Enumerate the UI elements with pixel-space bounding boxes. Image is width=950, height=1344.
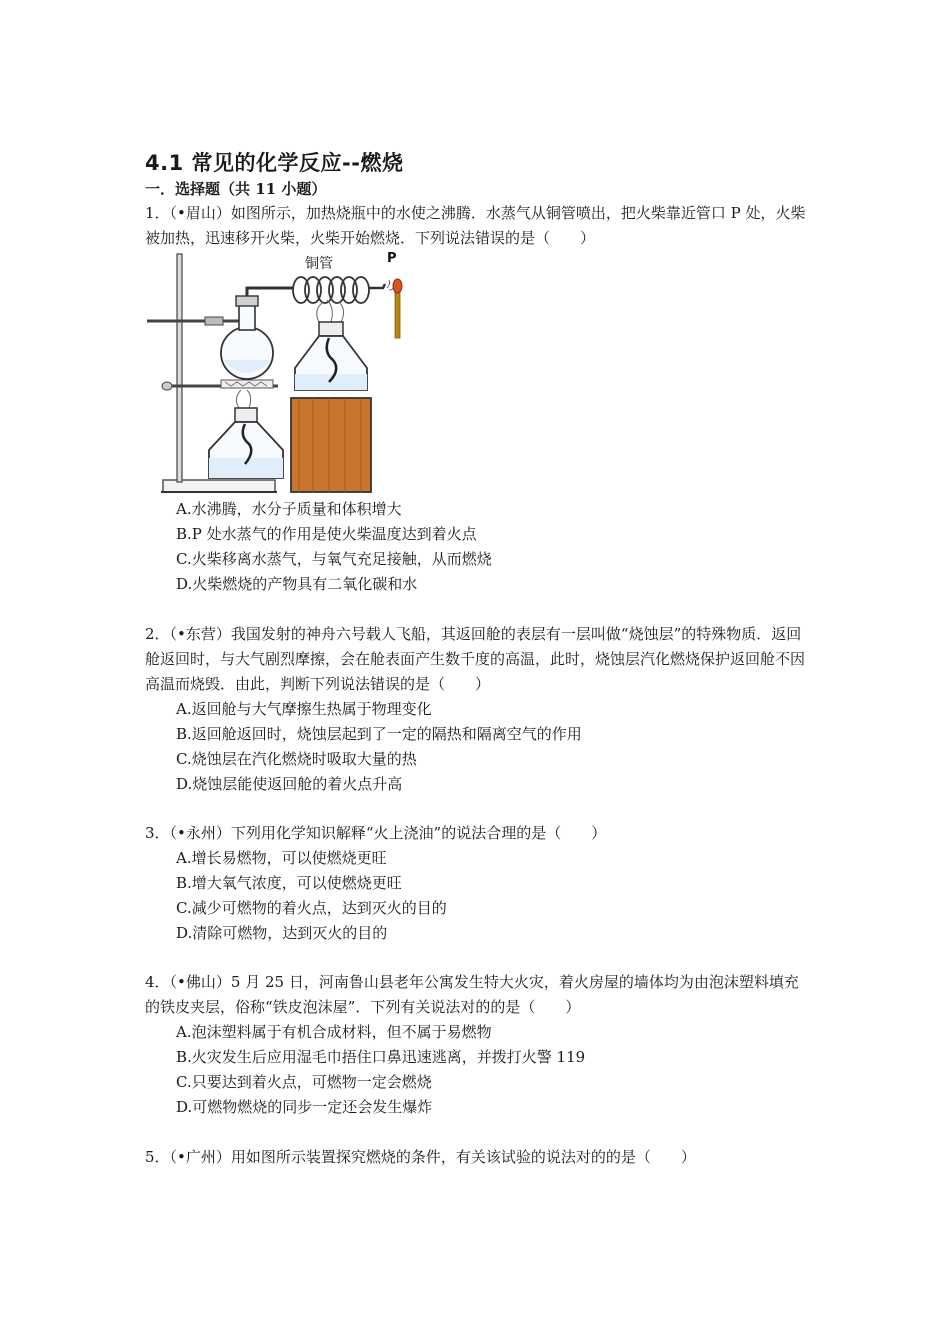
option-d: D.清除可燃物，达到灭火的目的 — [176, 924, 388, 942]
question-1-stem: 1．（•眉山）如图所示，加热烧瓶中的水使之沸腾．水蒸气从铜管喷出，把火柴靠近管口 P 处，火柴被加热，迅速移开火柴，火柴开始燃烧．下列说法错误的是（ ） — [145, 204, 806, 247]
option-a: A.返回舱与大气摩擦生热属于物理变化 — [176, 700, 432, 718]
tube-label: 铜管 — [305, 256, 333, 272]
question-2-options — [176, 697, 582, 797]
apparatus-figure — [143, 248, 413, 498]
question-3-stem: 3．（•永州）下列用化学知识解释“火上浇油”的说法合理的是（ ） — [145, 824, 607, 842]
question-4-stem: 4．（•佛山）5 月 25 日，河南鲁山县老年公寓发生特大火灾，着火房屋的墙体均为由泡沫塑料填充的铁皮夹层，俗称“铁皮泡沫屋”．下列有关说法对的的是（ ） — [145, 973, 799, 1016]
question-2-stem: 2．（•东营）我国发射的神舟六号载人飞船，其返回舱的表层有一层叫做“烧蚀层”的特殊物质．返回舱返回时，与大气剧烈摩擦，会在舱表面产生数千度的高温，此时，烧蚀层汽化燃烧保护返回舱不因高温而烧毁．由此，判断下列说法错误的是（ ） — [145, 625, 806, 693]
question-5-stem: 5．（•广州）用如图所示装置探究燃烧的条件，有关该试验的说法对的的是（ ） — [145, 1148, 696, 1166]
option-a: A.泡沫塑料属于有机合成材料，但不属于易燃物 — [176, 1023, 492, 1041]
option-b: B.增大氧气浓度，可以使燃烧更旺 — [176, 874, 402, 892]
question-4-options — [176, 1020, 585, 1120]
option-c: C.烧蚀层在汽化燃烧时吸取大量的热 — [176, 750, 417, 768]
option-c: C.减少可燃物的着火点，达到灭火的目的 — [176, 899, 447, 917]
point-label: P — [387, 251, 397, 266]
option-b: B.P 处水蒸气的作用是使火柴温度达到着火点 — [176, 525, 477, 543]
question-3-options — [176, 846, 447, 946]
option-d: D.火柴燃烧的产物具有二氧化碳和水 — [176, 575, 418, 593]
option-a: A.水沸腾，水分子质量和体积增大 — [176, 500, 402, 518]
option-a: A.增长易燃物，可以使燃烧更旺 — [176, 849, 387, 867]
question-1-options — [176, 497, 492, 597]
option-b: B.火灾发生后应用湿毛巾捂住口鼻迅速逃离，并拨打火警 119 — [176, 1048, 586, 1066]
page-title: 4.1 常见的化学反应--燃烧 — [145, 151, 404, 175]
option-c: C.火柴移离水蒸气，与氧气充足接触，从而燃烧 — [176, 550, 492, 568]
option-d: D.可燃物燃烧的同步一定还会发生爆炸 — [176, 1098, 433, 1116]
option-c: C.只要达到着火点，可燃物一定会燃烧 — [176, 1073, 432, 1091]
option-d: D.烧蚀层能使返回舱的着火点升高 — [176, 775, 403, 793]
section-heading: 一．选择题（共 11 小题） — [145, 180, 327, 198]
option-b: B.返回舱返回时，烧蚀层起到了一定的隔热和隔离空气的作用 — [176, 725, 582, 743]
